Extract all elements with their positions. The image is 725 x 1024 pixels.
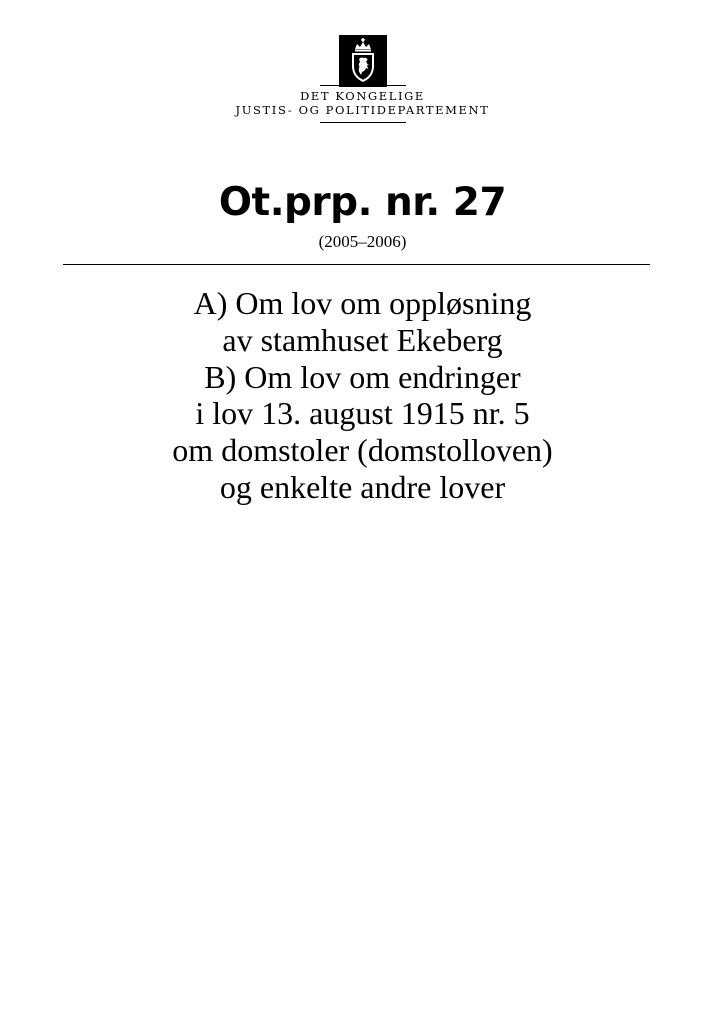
document-subject xyxy=(0,285,725,506)
subject-line: i lov 13. august 1915 nr. 5 xyxy=(195,395,530,432)
ministry-name-line-2: JUSTIS- OG POLITIDEPARTEMENT xyxy=(235,103,490,117)
header-bottom-rule xyxy=(320,122,406,123)
subject-line: av stamhuset Ekeberg xyxy=(222,321,503,358)
subject-line: om domstoler (domstolloven) xyxy=(172,432,553,469)
document-title: Ot.prp. nr. 27 xyxy=(218,180,507,225)
session-period: (2005–2006) xyxy=(318,232,407,251)
subject-line: A) Om lov om oppløsning xyxy=(193,285,532,321)
subject-line: og enkelte andre lover xyxy=(219,468,506,505)
subject-line: B) Om lov om endringer xyxy=(204,358,521,395)
title-divider xyxy=(63,264,650,265)
header-top-rule xyxy=(320,85,406,86)
coat-of-arms-icon xyxy=(339,35,387,87)
ministry-name-line-1: DET KONGELIGE xyxy=(300,89,425,103)
